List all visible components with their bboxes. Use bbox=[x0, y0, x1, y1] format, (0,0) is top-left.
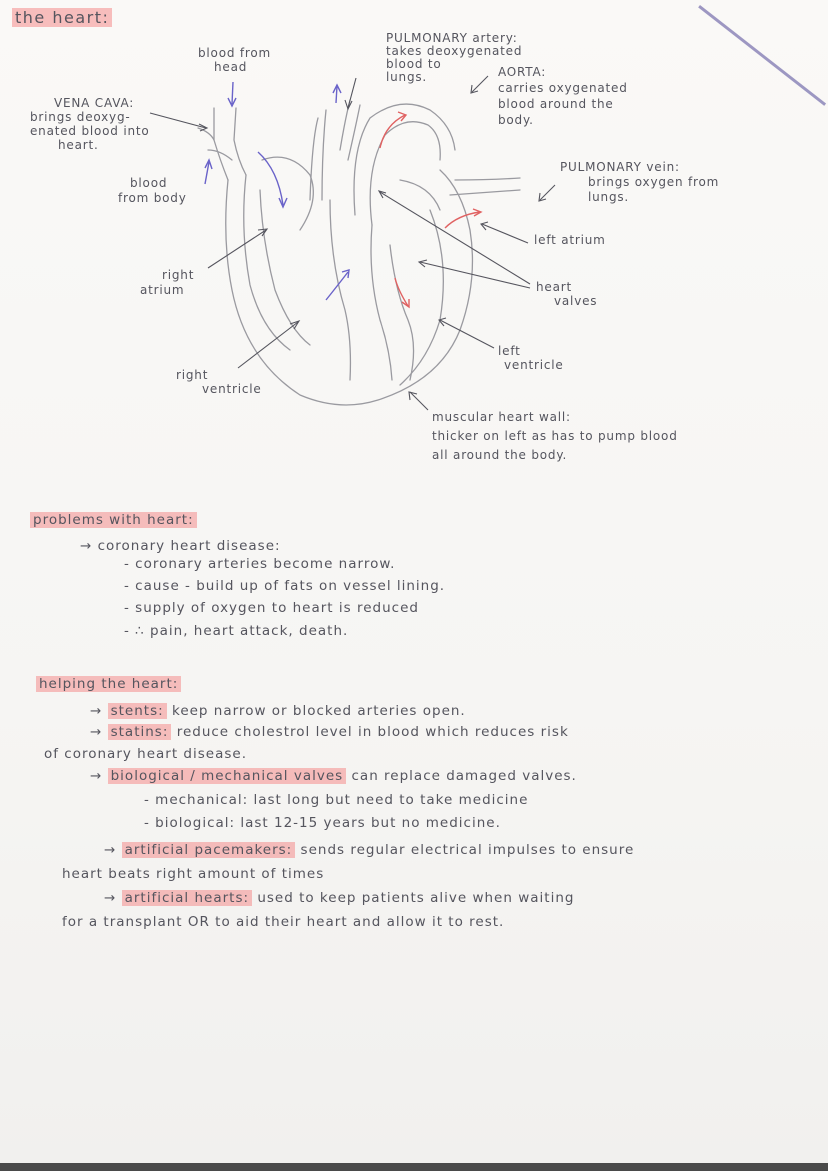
statins-line-cont: of coronary heart disease. bbox=[44, 746, 247, 762]
heart-outline bbox=[198, 100, 520, 405]
problem-line: → coronary heart disease: bbox=[80, 538, 281, 554]
label-heart-valves: heart valves bbox=[536, 280, 598, 308]
label-blood-from-head: blood from head bbox=[198, 46, 271, 74]
valves-line: → biological / mechanical valves can replace damaged valves. bbox=[90, 768, 577, 784]
label-right-ventricle: right ventricle bbox=[176, 368, 262, 396]
statins-line: → statins: reduce cholestrol level in blood which reduces risk bbox=[90, 724, 569, 740]
mechanical-line: - mechanical: last long but need to take medicine bbox=[144, 792, 529, 808]
label-left-ventricle: left ventricle bbox=[498, 344, 564, 372]
blood-flow-arrows bbox=[205, 82, 481, 307]
label-pulmonary-vein: PULMONARY vein: brings oxygen from lungs. bbox=[560, 160, 720, 204]
hearts-line-cont: for a transplant OR to aid their heart and allow it to rest. bbox=[62, 914, 505, 930]
pacemakers-line-cont: heart beats right amount of times bbox=[62, 866, 325, 882]
page-title: the heart: bbox=[12, 8, 112, 27]
label-left-atrium: left atrium bbox=[534, 233, 606, 247]
label-pulmonary-artery: PULMONARY artery: takes deoxygenated blood to lungs. bbox=[386, 31, 523, 84]
label-muscular-wall: muscular heart wall: thicker on left as has to pump blood all around the body. bbox=[432, 410, 678, 462]
label-vena-cava: VENA CAVA: brings deoxyg- enated blood into heart. bbox=[30, 96, 150, 152]
biological-line: - biological: last 12-15 years but no medicine. bbox=[144, 815, 501, 831]
problem-line: - supply of oxygen to heart is reduced bbox=[124, 600, 419, 616]
label-pointers bbox=[150, 76, 555, 410]
stents-line: → stents: keep narrow or blocked arteries open. bbox=[90, 703, 466, 719]
label-blood-from-body: blood from body bbox=[118, 176, 187, 205]
pacemakers-line: → artificial pacemakers: sends regular electrical impulses to ensure bbox=[104, 842, 635, 858]
hearts-line: → artificial hearts: used to keep patients alive when waiting bbox=[104, 890, 575, 906]
label-aorta: AORTA: carries oxygenated blood around the body. bbox=[498, 65, 628, 127]
problems-heading: problems with heart: bbox=[30, 512, 197, 528]
problem-line: - coronary arteries become narrow. bbox=[124, 556, 396, 572]
problem-line: - ∴ pain, heart attack, death. bbox=[124, 623, 349, 639]
label-right-atrium: right atrium bbox=[140, 268, 195, 297]
problem-line: - cause - build up of fats on vessel lining. bbox=[124, 578, 446, 594]
helping-heading: helping the heart: bbox=[36, 676, 181, 692]
page-bottom-edge bbox=[0, 1163, 828, 1171]
